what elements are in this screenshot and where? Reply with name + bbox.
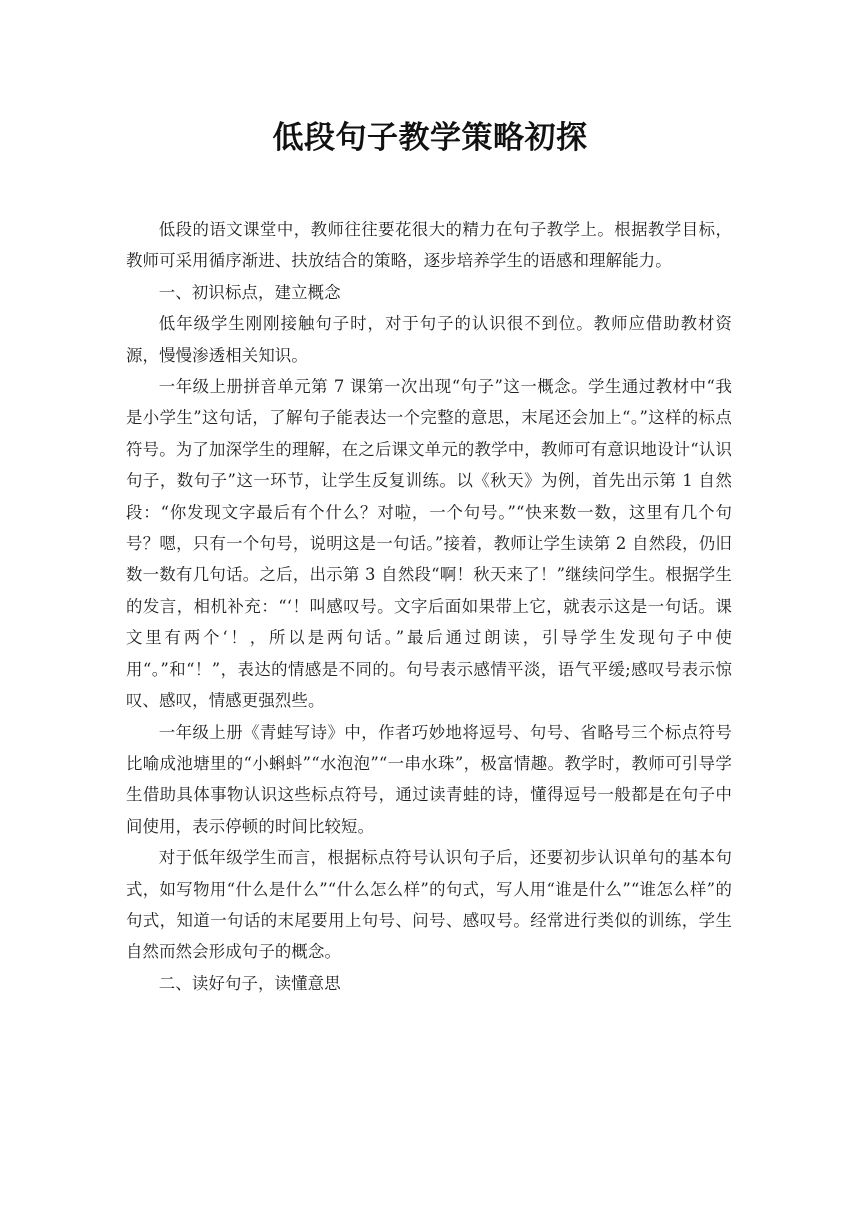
section-heading-2: 二、读好句子，读懂意思 — [158, 973, 341, 993]
document-body — [126, 214, 732, 999]
paragraph-intro: 低段的语文课堂中，教师往往要花很大的精力在句子教学上。根据教学目标，教师可采用循序渐进、扶放结合的策略，逐步培养学生的语感和理解能力。 — [126, 220, 732, 271]
document-title: 低段句子教学策略初探 — [272, 120, 588, 156]
paragraph-autumn-example: 一年级上册拼音单元第 7 课第一次出现“句子”这一概念。学生通过教材中“我是小学生”这句话，了解句子能表达一个完整的意思，末尾还会加上“。”这样的标点符号。为了加深学生的理解，在之后课文单元的教学中，教师可有意识地设计“认识句子，数句子”这一环节，让学生反复训练。以《秋天》为例，首先出示第 1 自然段：“你发现文字最后有个什么？对啦，一个句号。”“快来数一数，这里有几个句号？嗯，只有一个句号，说明这是一句话。”接着，教师让学生读第 2 自然段，仍旧数一数有几句话。之后，出示第 3 自然段“啊！秋天来了！”继续问学生。根据学生的发言，相机补充：“‘！叫感叹号。文字后面如果带上它，就表示这是一句话。课文里有两个‘！，所以是两句话。”最后通过朗读，引导学生发现句子中使用“。”和“！”，表达的情感是不同的。句号表示感情平淡，语气平缓;感叹号表示惊叹、感叹，情感更强烈些。 — [126, 377, 732, 711]
paragraph-frog-poem: 一年级上册《青蛙写诗》中，作者巧妙地将逗号、句号、省略号三个标点符号比喻成池塘里的“小蝌蚪”“水泡泡”“一串水珠”，极富情趣。教学时，教师可引导学生借助具体事物认识这些标点符号，通过读青蛙的诗，懂得逗号一般都是在句子中间使用，表示停顿的时间比较短。 — [126, 722, 732, 836]
section-heading-1: 一、初识标点，建立概念 — [158, 282, 341, 302]
paragraph-sentence-patterns: 对于低年级学生而言，根据标点符号认识句子后，还要初步认识单句的基本句式，如写物用“什么是什么”“什么怎么样”的句式，写人用“谁是什么”“谁怎么样”的句式，知道一句话的末尾要用上句号、问号、感叹号。经常进行类似的训练，学生自然而然会形成句子的概念。 — [126, 848, 732, 962]
paragraph-section1-intro: 低年级学生刚刚接触句子时，对于句子的认识很不到位。教师应借助教材资源，慢慢渗透相关知识。 — [126, 314, 732, 365]
